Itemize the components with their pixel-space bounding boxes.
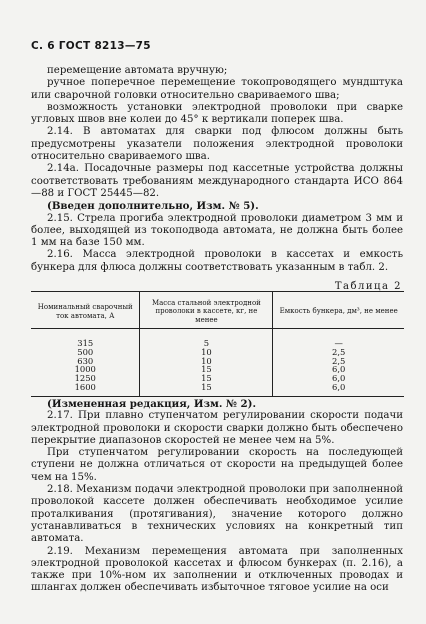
table-cell: 500 xyxy=(77,346,94,357)
paragraph: перемещение автомата вручную; xyxy=(47,65,228,76)
table-cell: 10 xyxy=(140,357,273,366)
table-cell: 630 xyxy=(77,355,94,366)
paragraph: ручное поперечное перемещение токопроводящего мундштука или сварочной головки относительно свариваемого шва; xyxy=(31,77,403,101)
table-cell: 315 xyxy=(77,338,94,349)
table-cell: 6,0 xyxy=(273,374,404,383)
table-caption: Таблица 2 xyxy=(334,281,402,292)
table-cell: 2,5 xyxy=(273,348,404,357)
table-cell: 15 xyxy=(140,365,273,374)
text-block-lower xyxy=(31,398,403,595)
table-cell: 1250 xyxy=(74,373,96,384)
text-block-upper xyxy=(31,65,403,274)
table-cell: 2,5 xyxy=(273,357,404,366)
clause-2-18: 2.18. Механизм подачи электродной проволоки при заполненной проволокой кассете должен обеспечивать необходимое усилие проталкивания (протягивания), значение которого должно устанавливаться в технических условиях на конкретный тип автомата. xyxy=(31,484,403,545)
clause-2-14: 2.14. В автоматах для сварки под флюсом должны быть предусмотрены указатели положения электродной проволоки относительно свариваемого шва. xyxy=(31,126,403,163)
amendment-note: (Измененная редакция, Изм. № 2). xyxy=(47,398,257,410)
amendment-note: (Введен дополнительно, Изм. № 5). xyxy=(47,200,259,213)
table-2 xyxy=(31,291,404,397)
clause-2-17: 2.17. При плавно ступенчатом регулировании скорости подачи электродной проволоки и скорости сварки должно быть обеспечено перекрытие диапазонов скоростей не менее чем на 5%. xyxy=(31,410,403,446)
table-cell: 10 xyxy=(140,348,273,357)
page-header: С. 6 ГОСТ 8213—75 xyxy=(31,40,151,52)
table-row xyxy=(31,383,404,397)
clause-2-16: 2.16. Масса электродной проволоки в кассетах и емкость бункера для флюса должны соответствовать указанным в табл. 2. xyxy=(31,249,403,273)
clause-2-15: 2.15. Стрела прогиба электродной проволоки диаметром 3 мм и более, выходящей из токоподвода автомата, не должна быть более 1 мм на базе 150 мм. xyxy=(31,212,403,249)
header-hopper-capacity: Емкость бункера, дм³, не менее xyxy=(273,292,404,329)
clause-2-19: 2.19. Механизм перемещения автомата при заполненных электродной проволокой кассетах и флюсом бункерах (п. 2.16), а также при 10%-ном их заполнении и отключенных проводах и шлангах должен обеспечивать избыточное тяговое усилие на оси xyxy=(31,545,403,594)
table-cell: 1600 xyxy=(31,383,140,397)
table-cell: — xyxy=(273,329,404,348)
table-cell: 5 xyxy=(140,329,273,348)
paragraph: При ступенчатом регулировании скорость на последующей ступени не должна отличаться от скорости на предыдущей более чем на 15%. xyxy=(31,447,403,483)
table-row xyxy=(31,329,404,348)
table-header-row xyxy=(31,292,404,329)
table-cell: 1000 xyxy=(74,364,96,375)
table-cell: 6,0 xyxy=(273,365,404,374)
header-wire-mass: Масса стальной электродной проволоки в кассете, кг, не менее xyxy=(140,292,273,329)
header-current: Номинальный сварочный ток автомата, А xyxy=(31,292,140,329)
table-cell: 15 xyxy=(140,374,273,383)
paragraph: возможность установки электродной проволоки при сварке угловых швов вне колеи до 45° к вертикали поперек шва. xyxy=(31,101,403,126)
table-cell: 15 xyxy=(140,383,273,397)
table-cell: 6,0 xyxy=(273,383,404,397)
clause-2-14a: 2.14а. Посадочные размеры под кассетные устройства должны соответствовать требованиям международного стандарта ИСО 864—88 и ГОСТ 25445—82. xyxy=(31,163,403,199)
